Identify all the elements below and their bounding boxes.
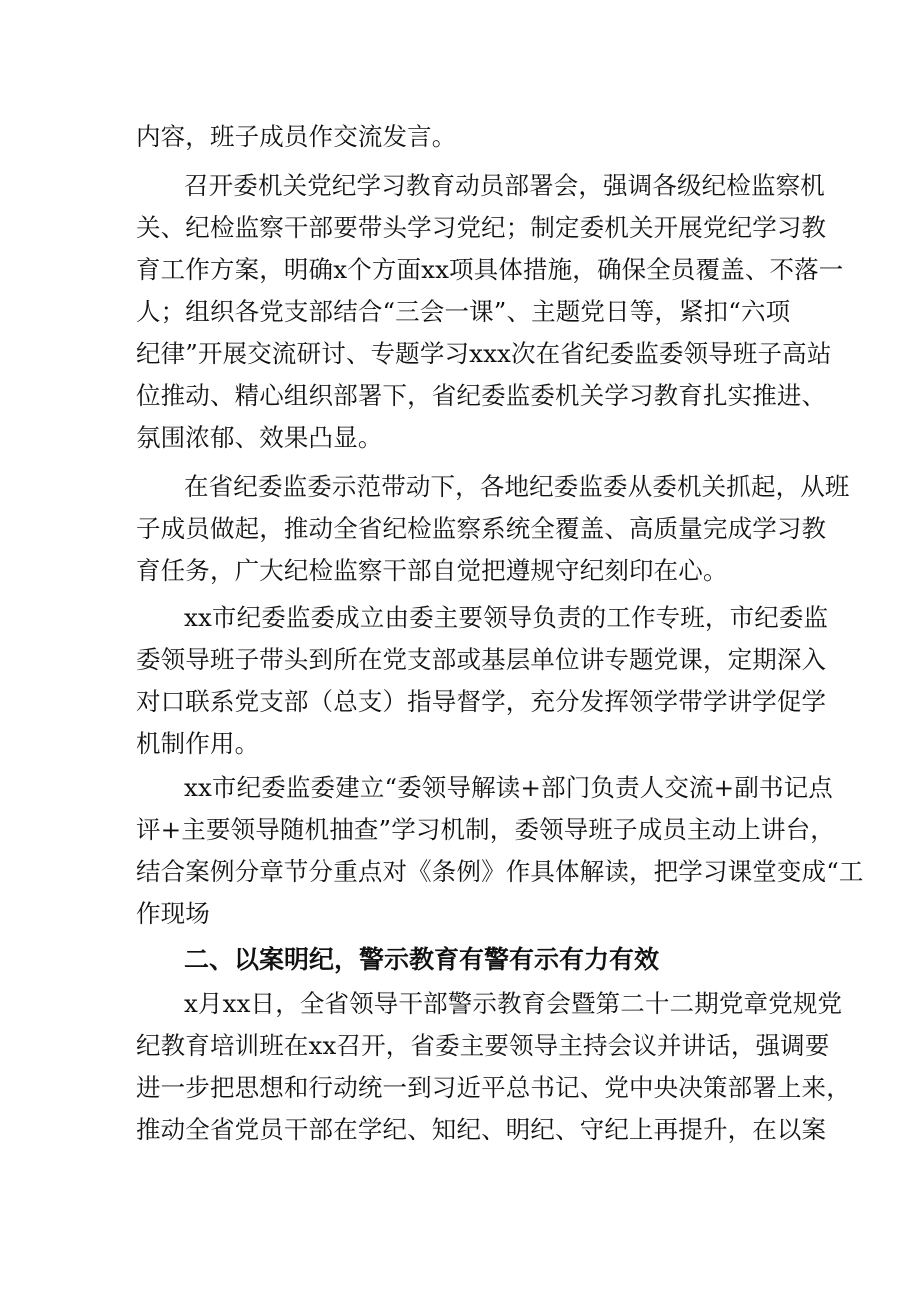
paragraph-line: 子成员做起，推动全省纪检监察系统全覆盖、高质量完成学习教 [136, 514, 827, 543]
paragraph-line: 进一步把思想和行动统一到习近平总书记、党中央决策部署上来， [136, 1073, 851, 1102]
paragraph-line: 评+主要领导随机抽查”学习机制，委领导班子成员主动上讲台， [136, 815, 835, 844]
paragraph-line: 育工作方案，明确x个方面xx项具体措施，确保全员覆盖、不落一 [136, 255, 844, 284]
paragraph-line: xx市纪委监委建立“委领导解读+部门负责人交流+副书记点 [184, 773, 833, 802]
paragraph-line: 内容，班子成员作交流发言。 [136, 122, 457, 151]
section-heading: 二、以案明纪，警示教育有警有示有力有效 [184, 945, 660, 974]
paragraph-line: 纪教育培训班在xx召开，省委主要领导主持会议并讲话，强调要 [136, 1031, 830, 1060]
paragraph-line: 机制作用。 [136, 729, 260, 758]
paragraph-line: 关、纪检监察干部要带头学习党纪；制定委机关开展党纪学习教 [136, 213, 827, 242]
paragraph-line: 纪律”开展交流研讨、专题学习xxx次在省纪委监委领导班子高站 [136, 339, 832, 368]
paragraph-line: x月xx日，全省领导干部警示教育会暨第二十二期党章党规党 [184, 989, 843, 1018]
paragraph-line: 位推动、精心组织部署下，省纪委监委机关学习教育扎实推进、 [136, 381, 827, 410]
paragraph-line: 作现场 [136, 899, 210, 928]
paragraph-line: 对口联系党支部（总支）指导督学，充分发挥领学带学讲学促学 [136, 687, 827, 716]
paragraph-line: 召开委机关党纪学习教育动员部署会，强调各级纪检监察机 [184, 171, 825, 200]
paragraph-line: 委领导班子带头到所在党支部或基层单位讲专题党课，定期深入 [136, 645, 827, 674]
paragraph-line: 结合案例分章节分重点对《条例》作具体解读，把学习课堂变成“工 [136, 857, 864, 886]
paragraph-line: xx市纪委监委成立由委主要领导负责的工作专班，市纪委监 [184, 603, 829, 632]
paragraph-line: 育任务，广大纪检监察干部自觉把遵规守纪刻印在心。 [136, 556, 728, 585]
paragraph-line: 在省纪委监委示范带动下，各地纪委监委从委机关抓起，从班 [184, 472, 850, 501]
paragraph-line: 推动全省党员干部在学纪、知纪、明纪、守纪上再提升，在以案 [136, 1115, 827, 1144]
paragraph-line: 人；组织各党支部结合“三会一课”、主题党日等，紧扣“六项 [136, 297, 791, 326]
paragraph-line: 氛围浓郁、效果凸显。 [136, 423, 383, 452]
